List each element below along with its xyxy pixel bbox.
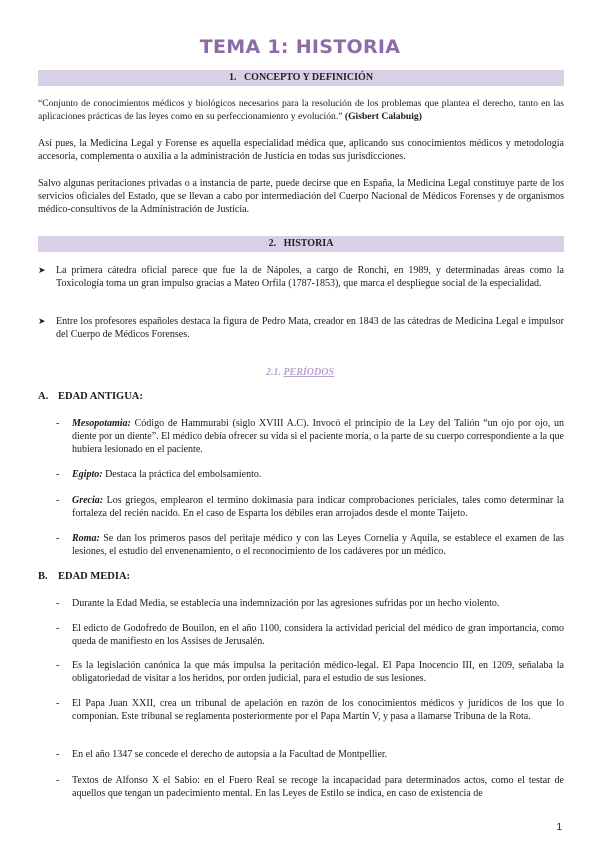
item-label: Roma: [72, 533, 100, 544]
bullet-text: Entre los profesores españoles destaca la figura de Pedro Mata, creador en 1843 de las cátedras de Medicina Legal e impulsor del Cuerpo de Médicos Forenses. [56, 316, 564, 340]
list-item [56, 774, 564, 800]
item-text: Es la legislación canónica la que más impulsa la peritación médico-legal. El Papa Inocencio III, en 1209, señalaba la obligatoriedad de visitar a los heridos, por orden judicial, para el estudio de sus lesiones. [72, 660, 564, 684]
heading-edad-media [38, 571, 130, 582]
item-label: Egipto: [72, 469, 103, 480]
item-text: Destaca la práctica del embolsamiento. [102, 469, 262, 480]
dash-bullet: - [56, 775, 60, 786]
paragraph-espana: Salvo algunas peritaciones privadas o a instancia de parte, puede decirse que en España, la Medicina Legal constituye parte de los servicios oficiales del Estado, que se llevan a cabo por intermediación del Cuerpo Nacional de Médicos Forenses y de organismos médico-consultivos de la Administración de Justicia. [38, 178, 564, 215]
item-text: Textos de Alfonso X el Sabio: en el Fuero Real se recoge la incapacidad para determinados actos, como el testar de aquellos que tengan un padecimiento mental. En las Leyes de Estilo se indica, en caso de existencia de [72, 775, 564, 799]
item-text: Los griegos, emplearon el termino dokimasia para indicar comprobaciones periciales, tales como determinar la fortaleza del recién nacido. En el caso de Esparta los débiles eran arrojados desde el monte Taijeto. [72, 495, 564, 519]
item-text: Código de Hammurabi (siglo XVIII A.C). Invocó el principio de la Ley del Talión “un ojo por ojo, un diente por un diente”. El médico debía ofrecer su vida si el paciente moría, o la parte de su cuerpo correspondiente a la que hubiera lesionado en el paciente. [72, 418, 564, 455]
bullet-napoles [38, 264, 564, 290]
dash-bullet: - [56, 469, 60, 480]
item-text: En el año 1347 se concede el derecho de autopsia a la Facultad de Montpellier. [72, 749, 388, 760]
item-label: Mesopotamia: [72, 418, 131, 429]
item-text: El Papa Juan XXII, crea un tribunal de apelación en razón de los conocimientos médicos y jurídicos de los que lo componían. Este tribunal se reglamenta posteriormente por el Papa Martín V, y pasa a llamarse Tribuna de la Rota. [72, 698, 564, 722]
list-item [56, 622, 564, 648]
dash-bullet: - [56, 533, 60, 544]
dash-bullet: - [56, 598, 60, 609]
dash-bullet: - [56, 495, 60, 506]
subheading-number: 2.1. [265, 367, 281, 378]
heading-text: EDAD MEDIA: [58, 571, 131, 582]
heading-letter: B. [38, 571, 48, 582]
page-number: 1 [556, 822, 562, 833]
heading-edad-antigua [38, 391, 143, 402]
arrow-bullet-icon: ➤ [38, 265, 46, 275]
item-text: Durante la Edad Media, se establecía una indemnización por las agresiones sufridas por un hecho violento. [72, 598, 500, 609]
item-text: Se dan los primeros pasos del peritaje médico y con las Leyes Cornelia y Aquila, se establece el examen de las lesiones, el estudio del envenenamiento, o el reconocimiento de los cadáveres por un médico. [72, 533, 564, 557]
bullet-text: La primera cátedra oficial parece que fue la de Nápoles, a cargo de Ronchi, en 1989, y determinadas áreas como la Toxicología toma un gran impulso gracias a Mateo Orfila (1787-1853), que marca el despliegue social de la especialidad. [56, 265, 564, 289]
definition-quote [38, 97, 564, 123]
list-item [56, 597, 564, 610]
quote-text: “Conjunto de conocimientos médicos y biológicos necesarios para la resolución de los problemas que plantea el derecho, tanto en las aplicaciones prácticas de las leyes como en su perfeccionamiento y evolución.” [38, 98, 564, 122]
list-item [56, 659, 564, 685]
heading-letter: A. [38, 391, 49, 402]
dash-bullet: - [56, 749, 60, 760]
dash-bullet: - [56, 660, 60, 671]
list-item [56, 468, 564, 481]
list-item [56, 748, 564, 761]
heading-text: EDAD ANTIGUA: [58, 391, 143, 402]
list-item [56, 532, 564, 558]
dash-bullet: - [56, 623, 60, 634]
page-title: TEMA 1: HISTORIA [199, 36, 401, 58]
quote-author: (Gisbert Calabuig) [344, 111, 422, 122]
dash-bullet: - [56, 698, 60, 709]
dash-bullet: - [56, 418, 60, 429]
item-label: Grecia: [72, 495, 104, 506]
paragraph-definicion: Así pues, la Medicina Legal y Forense es aquella especialidad médica que, aplicando sus conocimientos médicos y metodología accesoria, complementa o auxilia a la administración de Justicia en todas sus jurisdicciones. [38, 138, 564, 162]
list-item [56, 494, 564, 520]
list-item [56, 697, 564, 723]
arrow-bullet-icon: ➤ [38, 316, 46, 326]
section-heading-concepto: 1. CONCEPTO Y DEFINICIÓN [38, 70, 564, 86]
subheading-periodos [0, 367, 600, 378]
bullet-pedro-mata [38, 315, 564, 341]
subheading-text: PERÍODOS [283, 367, 335, 378]
section-heading-historia: 2. HISTORIA [38, 236, 564, 252]
list-item [56, 417, 564, 456]
item-text: El edicto de Godofredo de Bouilon, en el año 1100, considera la actividad pericial del médico de gran importancia, como queda de manifiesto en los Assises de Jerusalén. [72, 623, 564, 647]
